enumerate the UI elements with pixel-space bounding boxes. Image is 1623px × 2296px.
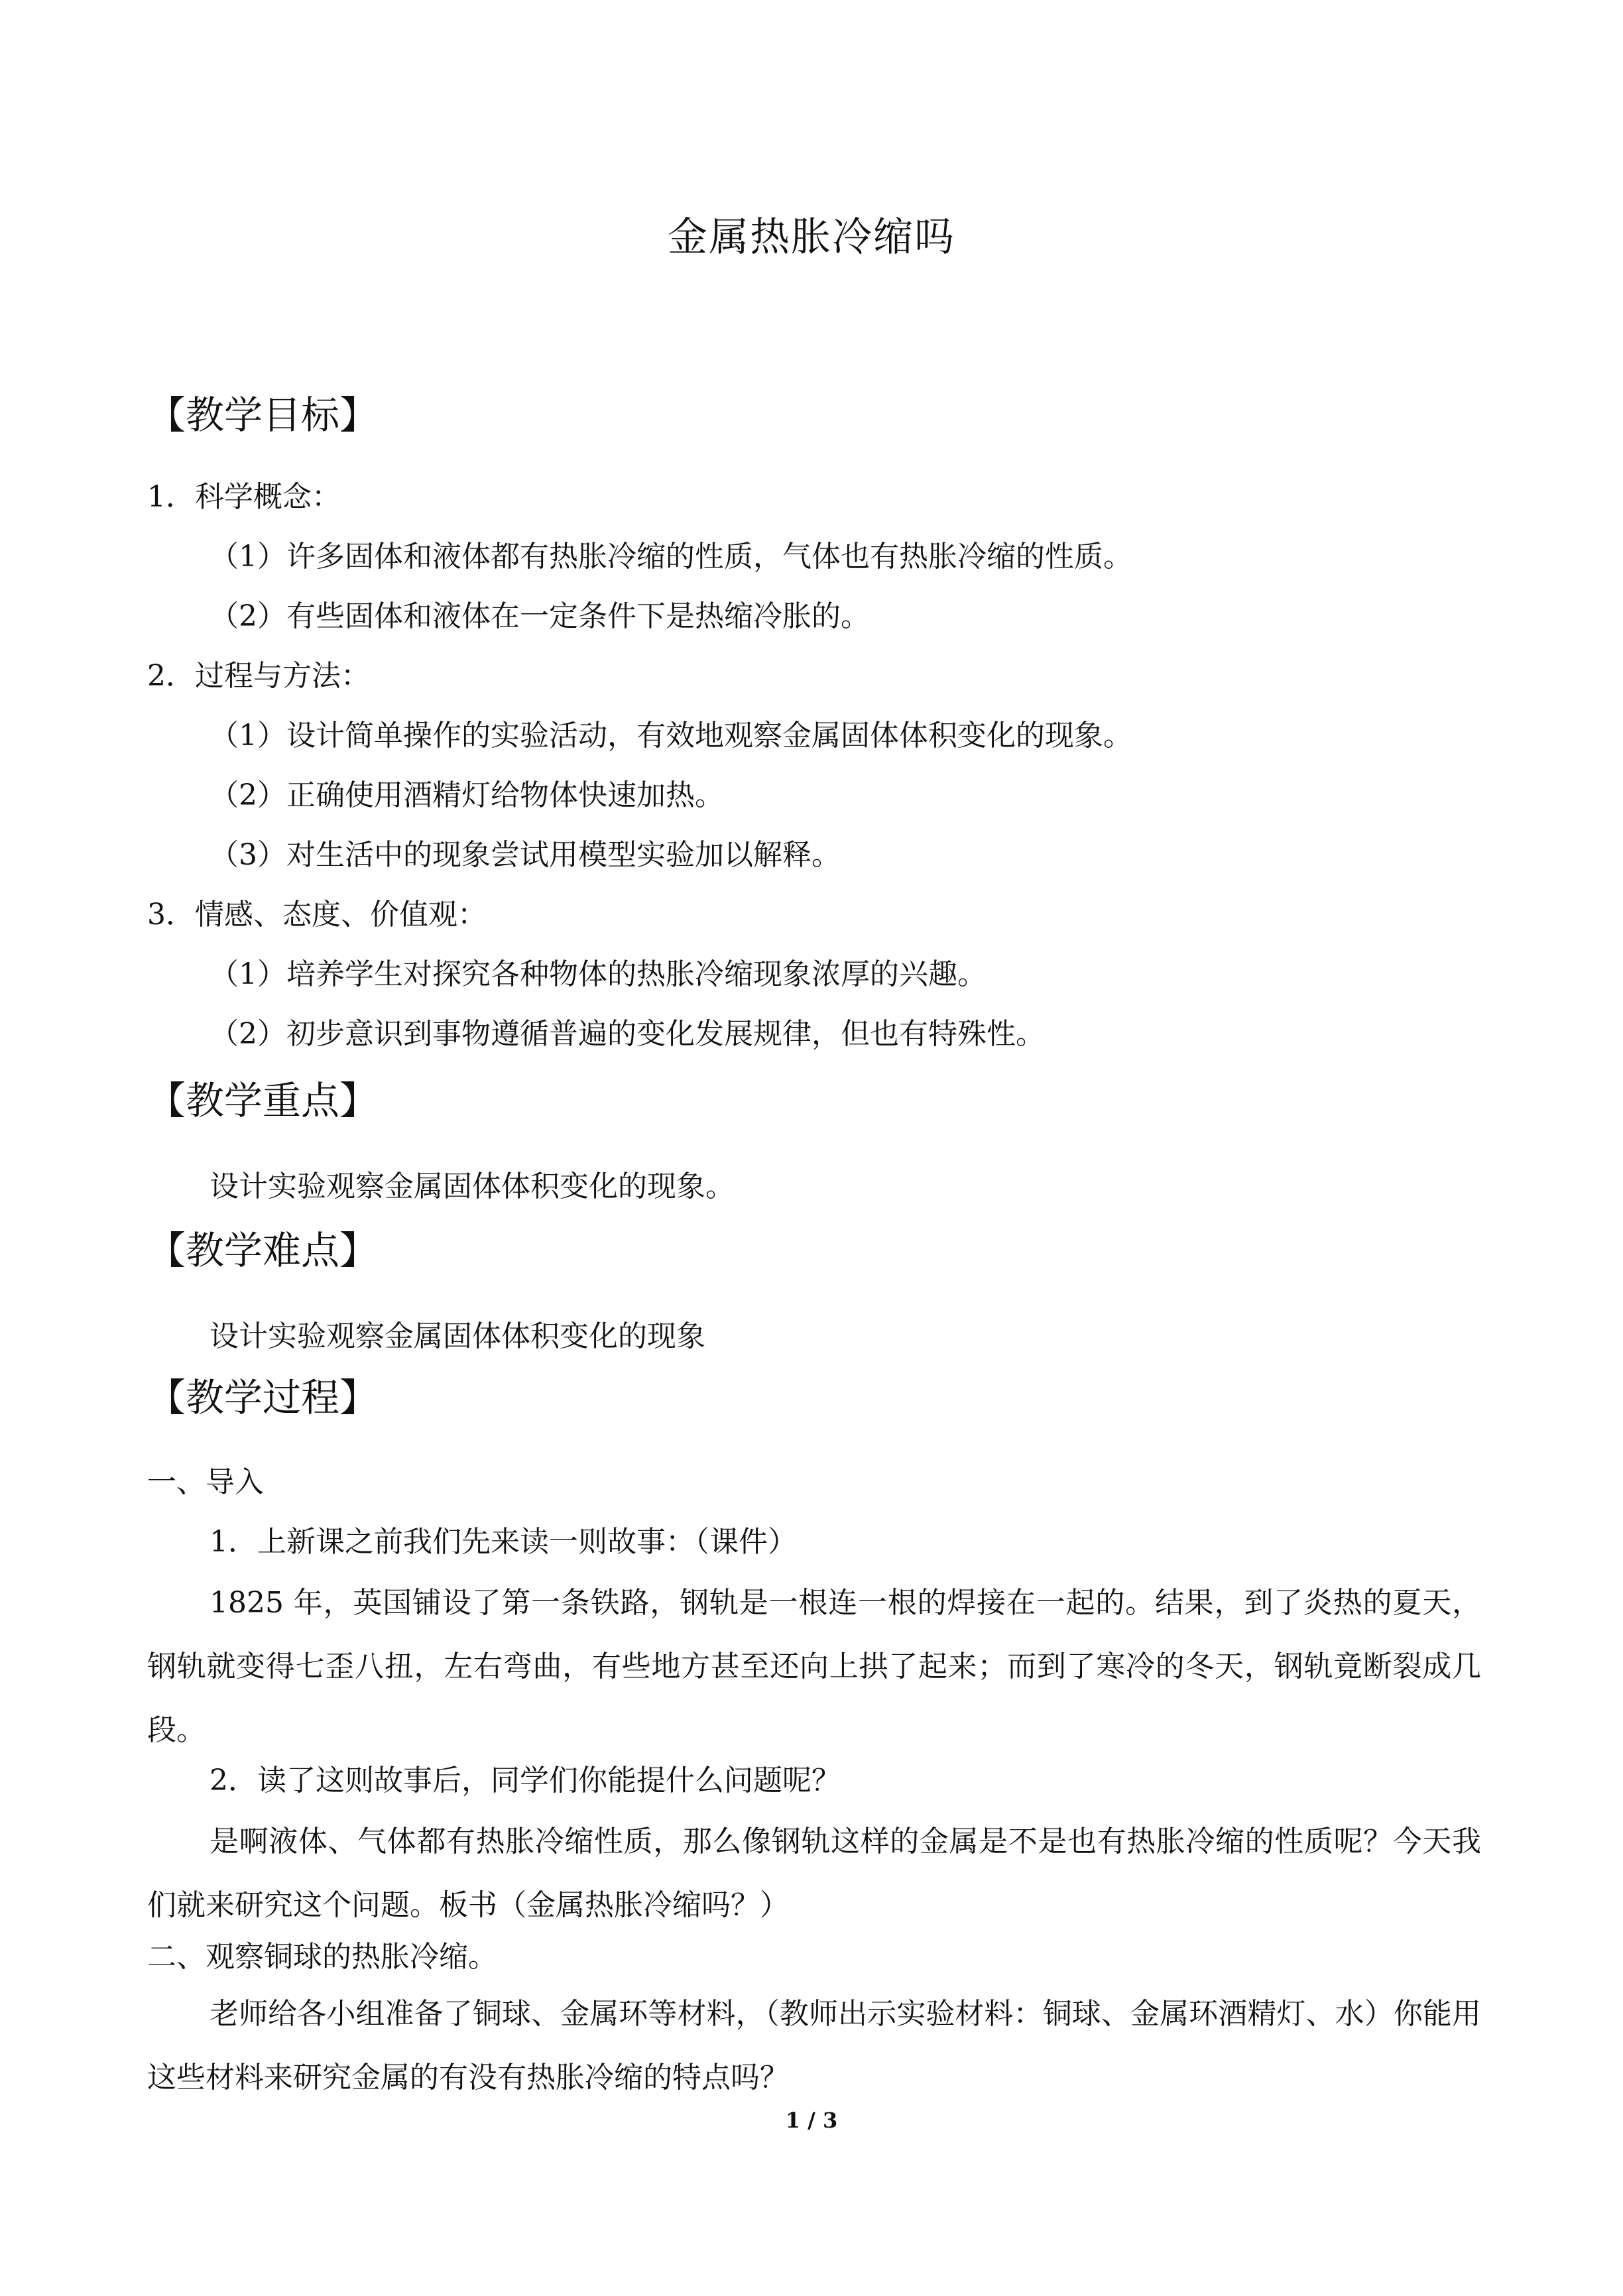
objective-item: 2．过程与方法： bbox=[147, 659, 370, 693]
objective-item: （1）培养学生对探究各种物体的热胀冷缩现象浓厚的兴趣。 bbox=[210, 957, 987, 991]
objective-item: （2）初步意识到事物遵循普遍的变化发展规律，但也有特殊性。 bbox=[210, 1017, 1045, 1051]
process-step: 2．读了这则故事后，同学们你能提什么问题呢？ bbox=[210, 1764, 841, 1797]
objective-item: （3）对生活中的现象尝试用模型实验加以解释。 bbox=[210, 838, 841, 872]
objective-item: 1．科学概念： bbox=[147, 480, 341, 514]
objectives-heading: 【教学目标】 bbox=[147, 393, 379, 438]
difficulty-text: 设计实验观察金属固体体积变化的现象 bbox=[210, 1319, 705, 1353]
key-point-heading: 【教学重点】 bbox=[147, 1078, 379, 1123]
objective-item: （2）有些固体和液体在一定条件下是热缩冷胀的。 bbox=[210, 599, 870, 633]
key-point-text: 设计实验观察金属固体体积变化的现象。 bbox=[210, 1170, 735, 1203]
objective-item: （1）许多固体和液体都有热胀冷缩的性质，气体也有热胀冷缩的性质。 bbox=[210, 540, 1132, 574]
story-paragraph: 1825 年，英国铺设了第一条铁路，钢轨是一根连一根的焊接在一起的。结果，到了炎热的夏天，钢轨就变得七歪八扭，左右弯曲，有些地方甚至还向上拱了起来；而到了寒冷的冬天，钢轨竟断裂成几段。 bbox=[147, 1586, 1481, 1747]
answer-paragraph: 是啊液体、气体都有热胀冷缩性质，那么像钢轨这样的金属是不是也有热胀冷缩的性质呢？今天我们就来研究这个问题。板书（金属热胀冷缩吗？） bbox=[147, 1825, 1481, 1922]
objective-item: 3．情感、态度、价值观： bbox=[147, 898, 487, 932]
difficulty-heading: 【教学难点】 bbox=[147, 1228, 379, 1273]
objective-item: （1）设计简单操作的实验活动，有效地观察金属固体体积变化的现象。 bbox=[210, 719, 1132, 753]
process-heading: 【教学过程】 bbox=[147, 1375, 379, 1420]
document-title: 金属热胀冷缩吗 bbox=[668, 214, 955, 261]
part2-label: 二、观察铜球的热胀冷缩。 bbox=[147, 1940, 497, 1974]
page-number: 1 / 3 bbox=[785, 2108, 838, 2133]
intro-label: 一、导入 bbox=[147, 1465, 264, 1499]
part2-paragraph: 老师给各小组准备了铜球、金属环等材料，（教师出示实验材料：铜球、金属环酒精灯、水）你能用这些材料来研究金属的有没有热胀冷缩的特点吗？ bbox=[147, 1997, 1481, 2094]
objective-item: （2）正确使用酒精灯给物体快速加热。 bbox=[210, 778, 724, 812]
process-step: 1．上新课之前我们先来读一则故事：（课件） bbox=[210, 1525, 797, 1559]
